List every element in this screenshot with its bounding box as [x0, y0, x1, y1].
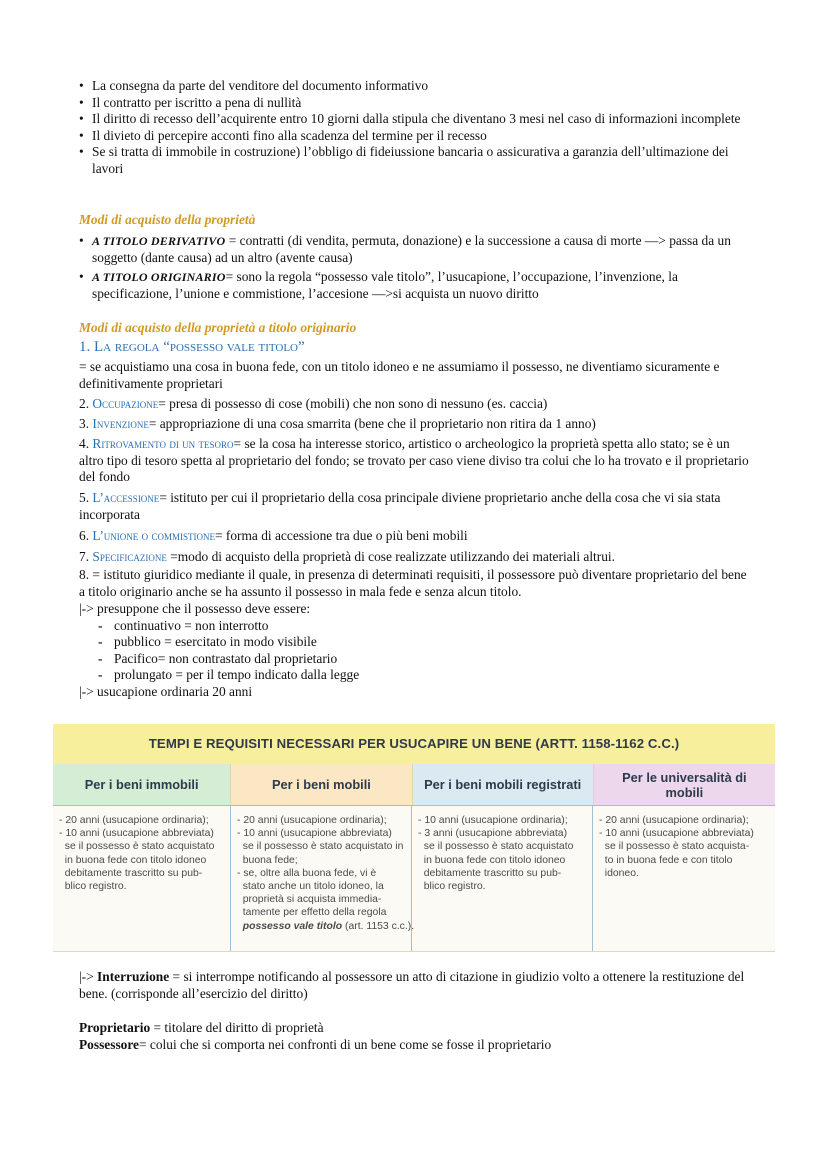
item2-num: 2.: [79, 396, 93, 411]
list-item: • La consegna da parte del venditore del documento informativo: [79, 78, 749, 95]
item3-term: Invenzione: [92, 416, 149, 431]
item5-text: = istituto per cui il proprietario della cosa principale diviene proprietario anche della cosa che vi sia stata incorporata: [79, 490, 721, 522]
item6-num: 6.: [79, 528, 93, 543]
table-cell-universalita: - 20 anni (usucapione ordinaria); - 10 anni (usucapione abbreviata) se il possesso è stato acquista- to in buona fede e con titolo idoneo.: [593, 805, 775, 951]
item5: [79, 490, 749, 523]
item4-text: = se la cosa ha interesse storico, artistico o archeologico la proprietà spetta allo stato; se è un altro tipo di tesoro spetta al proprietario del fondo; se trovato per caso viene diviso tra colui che lo ha trovato e il proprietario del fondo: [79, 436, 749, 485]
list-item: • Il divieto di percepire acconti fino alla scadenza del termine per il recesso: [79, 128, 749, 145]
term-proprietario: Proprietario: [79, 1020, 151, 1035]
term-interruzione: Interruzione: [97, 969, 170, 984]
item2-term: Occupazione: [92, 396, 159, 411]
proprietario-line: Proprietario = titolare del diritto di proprietà: [79, 1020, 324, 1035]
item1-text: = se acquistiamo una cosa in buona fede, con un titolo idoneo e ne assumiamo il possesso, ne diventiamo sicuramente e definitivamente proprietari: [79, 359, 720, 391]
item6: [79, 528, 749, 545]
table-header-cell: Per le universalità di mobili: [594, 764, 775, 805]
item7: [79, 549, 749, 566]
item4: [79, 436, 749, 486]
originario-text: = sono la regola “possesso vale titolo”, l’usucapione, l’occupazione, l’invenzione, la specificazione, l’unione e commistione, l’accesione —>si acquista un nuovo diritto: [92, 269, 678, 301]
table-header-cell: Per i beni immobili: [53, 764, 231, 805]
interruzione-paragraph: |-> Interruzione = si interrompe notificando al possessore un atto di citazione in giudizio volto a ottenere la restituzione del bene. (corrisponde all’esercizio del diritto): [79, 969, 745, 1001]
section-heading-modi: Modi di acquisto della proprietà: [79, 212, 256, 227]
item6-term: L’unione o commistione: [92, 528, 215, 543]
table-title: TEMPI E REQUISITI NECESSARI PER USUCAPIRE UN BENE (ARTT. 1158-1162 C.C.): [53, 724, 775, 764]
item3: [79, 416, 749, 433]
list-item: • Il contratto per iscritto a pena di nullità: [79, 95, 749, 112]
item2-text: = presa di possesso di cose (mobili) che non sono di nessuno (es. caccia): [158, 396, 548, 411]
item7-num: 7.: [79, 549, 93, 564]
item5-term: L’accessione: [92, 490, 160, 505]
list-item: - pubblico = esercitato in modo visibile: [98, 634, 749, 651]
term-derivativo: A TITOLO DERIVATIVO: [92, 234, 226, 248]
list-item: - continuativo = non interrotto: [98, 618, 749, 635]
item3-text: = appropriazione di una cosa smarrita (bene che il proprietario non ritira da 1 anno): [148, 416, 596, 431]
list-item: - Pacifico= non contrastato dal proprietario: [98, 651, 749, 668]
table-cell-immobili: - 20 anni (usucapione ordinaria); - 10 anni (usucapione abbreviata) se il possesso è stato acquistato in buona fede con titolo idoneo debitamente trascritto su pub- blico registro.: [53, 805, 231, 951]
table-cell-mobili-registrati: - 10 anni (usucapione ordinaria); - 3 anni (usucapione abbreviata) se il possesso è stato acquistato in buona fede con titolo idoneo debitamente trascritto su pub- blico registro.: [412, 805, 593, 951]
table-cell-mobili: - 20 anni (usucapione ordinaria); - 10 anni (usucapione abbreviata) se il possesso è stato acquistato in buona fede; - se, oltre alla buona fede, vi è stato anche un titolo idoneo, la proprietà si acquista immedia- tamente per effetto della regola possesso vale titolo (art. 1153 c.c.).: [231, 805, 412, 951]
list-item-originario: [79, 269, 749, 302]
possessore-line: Possessore= colui che si comporta nei confronti di un bene come se fosse il proprietario: [79, 1037, 552, 1052]
list-item: - prolungato = per il tempo indicato dalla legge: [98, 667, 749, 684]
modi-list: [79, 233, 749, 302]
item4-term: Ritrovamento di un tesoro: [92, 436, 234, 451]
ordinaria-line: |-> usucapione ordinaria 20 anni: [79, 683, 253, 699]
table-header-cell: Per i beni mobili: [231, 764, 412, 805]
usucapione-table: [53, 724, 775, 952]
table-body-row: [53, 805, 775, 951]
item4-num: 4.: [79, 436, 93, 451]
term-originario: A TITOLO ORIGINARIO: [92, 270, 226, 285]
item5-num: 5.: [79, 490, 93, 505]
item7-text: =modo di acquisto della proprietà di cose realizzate utilizzando dei materiali altrui.: [166, 549, 615, 564]
item7-term: Specificazione: [92, 549, 167, 564]
item6-text: = forma di accessione tra due o più beni mobili: [215, 528, 468, 543]
presuppone-line: |-> presuppone che il possesso deve essere:: [79, 601, 311, 616]
list-item-derivativo: [79, 233, 749, 266]
derivativo-text: = contratti (di vendita, permuta, donazione) e la successione a causa di morte —> passa da un soggetto (dante causa) ad un altro (avente causa): [92, 233, 731, 265]
intro-bullet-list: [79, 78, 749, 178]
section-heading-originario: Modi di acquisto della proprietà a titolo originario: [79, 320, 357, 335]
list-item: • Se si tratta di immobile in costruzione) l’obbligo di fideiussione bancaria o assicurativa a garanzia dell’ultimazione dei lavori: [79, 144, 749, 177]
table-header-cell: Per i beni mobili registrati: [413, 764, 594, 805]
term-possessore: Possessore: [79, 1037, 140, 1052]
item2: [79, 396, 749, 413]
item3-num: 3.: [79, 416, 93, 431]
item1-title: 1. La regola “possesso vale titolo”: [79, 339, 305, 355]
presuppone-text: [79, 601, 749, 701]
requisiti-list: [79, 618, 749, 684]
table-header-row: [53, 764, 775, 805]
item8-text: 8. = istituto giuridico mediante il quale, in presenza di determinati requisiti, il possessore può diventare proprietario del bene a titolo originario anche se ha assunto il possesso in mala fede e senza alcun titolo.: [79, 567, 747, 599]
list-item: • Il diritto di recesso dell’acquirente entro 10 giorni dalla stipula che diventano 3 mesi nel caso di informazioni incomplete: [79, 111, 749, 128]
